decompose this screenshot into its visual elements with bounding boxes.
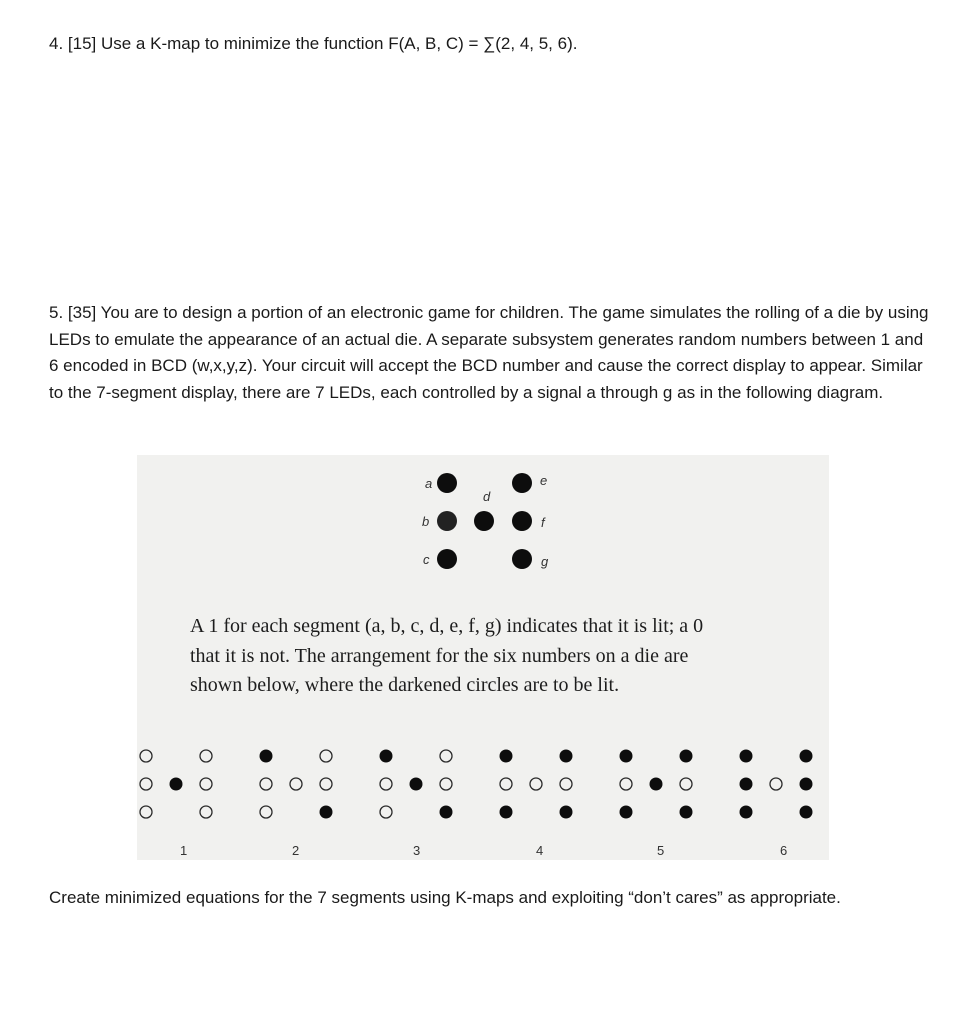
- led-f-unlit: [200, 778, 212, 790]
- led-b: [437, 511, 457, 531]
- led-d-lit: [170, 778, 183, 791]
- led-f-unlit: [320, 778, 332, 790]
- led-g-lit: [800, 806, 813, 819]
- led-a-unlit: [140, 750, 152, 762]
- led-b-unlit: [140, 778, 152, 790]
- led-a: [437, 473, 457, 493]
- led-a-lit: [380, 750, 393, 763]
- led-g-lit: [680, 806, 693, 819]
- die-face-5: [620, 750, 693, 859]
- die-number-label: 5: [657, 843, 665, 858]
- label-d: d: [483, 489, 491, 504]
- led-d: [474, 511, 494, 531]
- led-g: [512, 549, 532, 569]
- die-number-label: 6: [780, 843, 788, 858]
- led-d-unlit: [290, 778, 302, 790]
- led-e-lit: [800, 750, 813, 763]
- die-number-label: 1: [180, 843, 188, 858]
- led-g-unlit: [200, 806, 212, 818]
- led-a-lit: [740, 750, 753, 763]
- die-face-4: [500, 750, 573, 859]
- led-d-lit: [650, 778, 663, 791]
- led-a-lit: [620, 750, 633, 763]
- die-face-1: [140, 750, 212, 858]
- led-e-unlit: [320, 750, 332, 762]
- led-c-lit: [500, 806, 513, 819]
- led-g-lit: [320, 806, 333, 819]
- led-c-lit: [740, 806, 753, 819]
- led-b-unlit: [620, 778, 632, 790]
- led-b-unlit: [500, 778, 512, 790]
- led-c-unlit: [380, 806, 392, 818]
- led-d-unlit: [770, 778, 782, 790]
- label-c: c: [423, 552, 430, 567]
- led-f-unlit: [440, 778, 452, 790]
- led-g-lit: [560, 806, 573, 819]
- caption-line: A 1 for each segment (a, b, c, d, e, f, g) indicates that it is lit; a 0: [190, 615, 704, 637]
- die-face-6: [740, 750, 813, 859]
- figure-caption: [190, 612, 830, 701]
- question-4: 4. [15] Use a K-map to minimize the function F(A, B, C) = ∑(2, 4, 5, 6).: [49, 34, 578, 53]
- led-b-unlit: [380, 778, 392, 790]
- led-c-unlit: [140, 806, 152, 818]
- label-f: f: [541, 515, 545, 530]
- die-faces: [140, 750, 813, 859]
- label-b: b: [422, 514, 430, 529]
- led-d-unlit: [530, 778, 542, 790]
- caption-line: shown below, where the darkened circles are to be lit.: [190, 674, 620, 696]
- led-b-unlit: [260, 778, 272, 790]
- die-face-3: [380, 750, 453, 859]
- die-number-label: 4: [536, 843, 544, 858]
- led-b-lit: [740, 778, 753, 791]
- led-e-lit: [680, 750, 693, 763]
- led-c-lit: [620, 806, 633, 819]
- led-f-unlit: [680, 778, 692, 790]
- led-e-unlit: [200, 750, 212, 762]
- segment-layout-diagram: [422, 473, 549, 569]
- led-f-unlit: [560, 778, 572, 790]
- led-g-lit: [440, 806, 453, 819]
- die-number-label: 2: [292, 843, 300, 858]
- led-e: [512, 473, 532, 493]
- label-g: g: [541, 554, 549, 569]
- label-a: a: [425, 476, 433, 491]
- led-f-lit: [800, 778, 813, 791]
- led-f: [512, 511, 532, 531]
- led-a-lit: [260, 750, 273, 763]
- question-5: 5. [35] You are to design a portion of an electronic game for children. The game simulates the rolling of a die by using LEDs to emulate the appearance of an actual die. A separate subsystem generates random numbers between 1 and 6 encoded in BCD (w,x,y,z). Your circuit will accept the BCD number and cause the correct display to appear. Similar to the 7-segment display, there are 7 LEDs, each controlled by a signal a through g as in the following diagram.: [49, 303, 929, 402]
- instruction-text: Create minimized equations for the 7 segments using K-maps and exploiting “don’t cares” as appropriate.: [49, 888, 841, 907]
- caption-line: that it is not. The arrangement for the six numbers on a die are: [190, 644, 689, 667]
- led-c: [437, 549, 457, 569]
- die-number-label: 3: [413, 843, 421, 858]
- die-led-figure: [137, 455, 829, 860]
- led-d-lit: [410, 778, 423, 791]
- die-face-2: [260, 750, 333, 859]
- led-c-unlit: [260, 806, 272, 818]
- label-e: e: [540, 473, 548, 488]
- led-e-unlit: [440, 750, 452, 762]
- led-e-lit: [560, 750, 573, 763]
- led-a-lit: [500, 750, 513, 763]
